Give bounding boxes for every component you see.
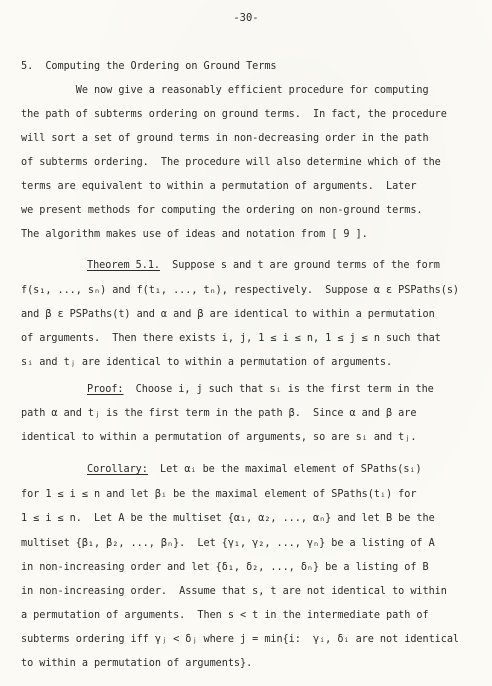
theorem-label: Theorem 5.1.	[87, 260, 161, 271]
text-line: to within a permutation of arguments}.	[21, 658, 253, 669]
text-line: sᵢ and tⱼ are identical to within a permutation of arguments.	[21, 357, 393, 368]
corollary-line: Corollary: Let αᵢ be the maximal element of SPaths(sᵢ)	[87, 464, 422, 475]
section-heading: 5. Computing the Ordering on Ground Terms	[21, 61, 277, 72]
page-number: -30-	[233, 12, 259, 24]
text-line: terms are equivalent to within a permutation of arguments. Later	[21, 181, 417, 192]
text-line: will sort a set of ground terms in non-decreasing order in the path	[21, 133, 429, 144]
corollary-label: Corollary:	[87, 464, 148, 475]
text-line: multiset {β₁, β₂, ..., βₙ}. Let {γ₁, γ₂, ..., γₙ} be a listing of A	[21, 538, 435, 549]
text-line: f(s₁, ..., sₙ) and f(t₁, ..., tₙ), respectively. Suppose α ε PSPaths(s)	[21, 285, 460, 296]
text-line: a permutation of arguments. Then s < t in the intermediate path of	[21, 610, 429, 621]
theorem-line: Theorem 5.1. Suppose s and t are ground terms of the form	[87, 260, 440, 271]
text-line: we present methods for computing the ordering on non-ground terms.	[21, 205, 423, 216]
text-line: of subterms ordering. The procedure will also determine which of the	[21, 157, 441, 168]
proof-label: Proof:	[87, 384, 124, 395]
text-line: The algorithm makes use of ideas and notation from [ 9 ].	[21, 229, 368, 240]
text-line: the path of subterms ordering on ground terms. In fact, the procedure	[21, 109, 447, 120]
text-line: of arguments. Then there exists i, j, 1 ≤ i ≤ n, 1 ≤ j ≤ n such that	[21, 333, 441, 344]
text-line: 1 ≤ i ≤ n. Let A be the multiset {α₁, α₂, ..., αₙ} and let B be the	[21, 513, 435, 524]
text-line: We now give a reasonably efficient procedure for computing	[21, 85, 429, 96]
text-line: for 1 ≤ i ≤ n and let βᵢ be the maximal element of SPaths(tᵢ) for	[21, 489, 417, 500]
text-line: in non-increasing order. Assume that s, t are not identical to within	[21, 586, 447, 597]
text-line: in non-increasing order and let {δ₁, δ₂, ..., δₙ} be a listing of B	[21, 562, 429, 573]
proof-line: Proof: Choose i, j such that sᵢ is the first term in the	[87, 384, 434, 395]
text-line: path α and tⱼ is the first term in the path β. Since α and β are	[21, 408, 417, 419]
text-line: identical to within a permutation of arguments, so are sᵢ and tⱼ.	[21, 432, 417, 443]
text-line: and β ε PSPaths(t) and α and β are identical to within a permutation	[21, 309, 435, 320]
text-line: subterms ordering iff γⱼ < δⱼ where j = min{i: γᵢ, δᵢ are not identical	[21, 634, 460, 645]
